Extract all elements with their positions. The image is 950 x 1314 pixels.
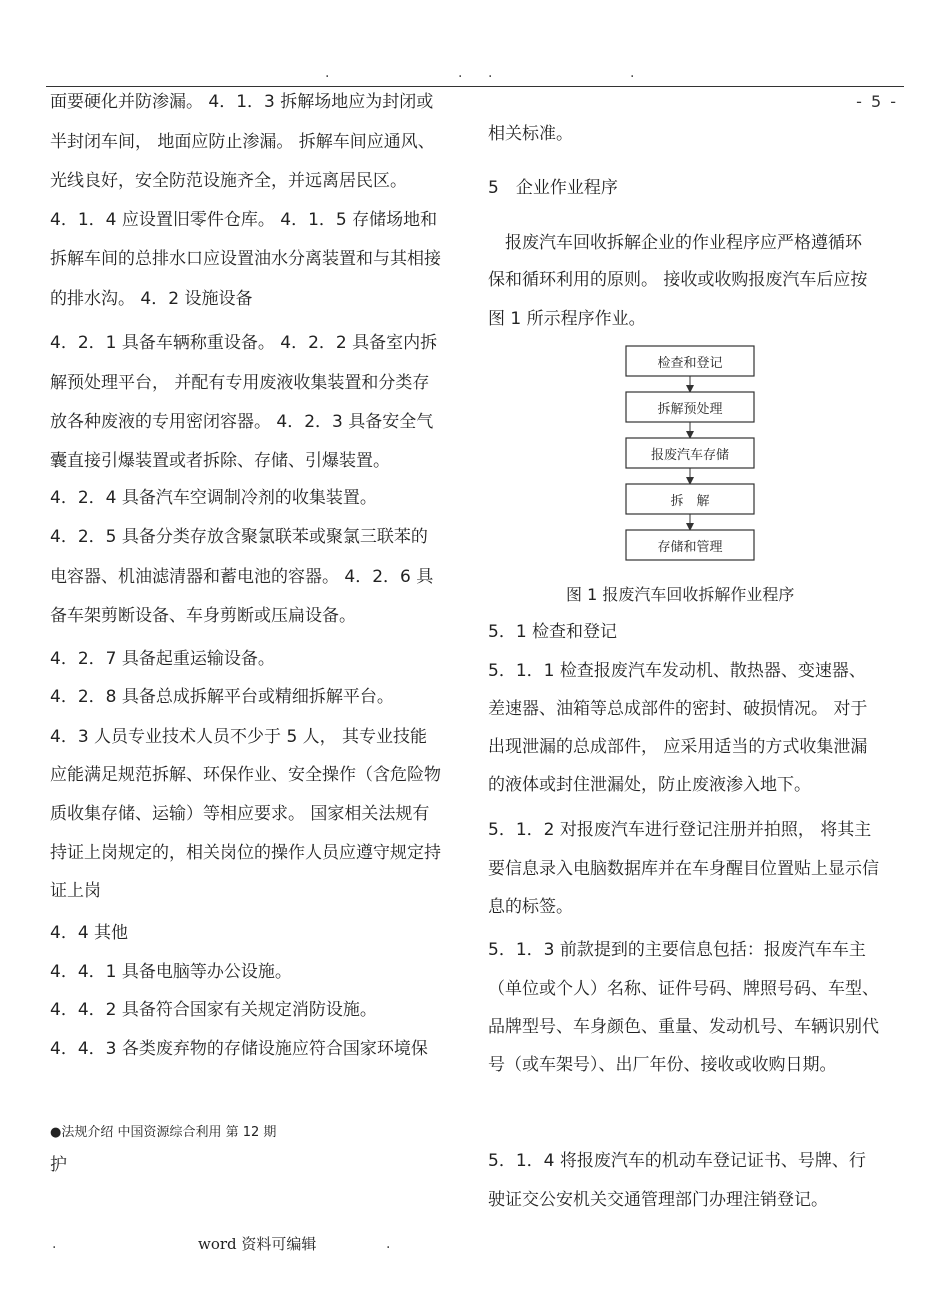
text-line: 报废汽车回收拆解企业的作业程序应严格遵循环: [488, 233, 862, 253]
flow-step: [626, 438, 754, 468]
text-line: 5．1．1 检查报废汽车发动机、散热器、变速器、: [488, 661, 866, 681]
flow-step: [626, 346, 754, 376]
header-dot: .: [630, 65, 635, 81]
process-flowchart: [620, 342, 760, 566]
flow-step-label: 拆解预处理: [657, 402, 723, 417]
text-line: 出现泄漏的总成部件， 应采用适当的方式收集泄漏: [488, 737, 868, 757]
text-line: 差速器、油箱等总成部件的密封、破损情况。 对于: [488, 699, 868, 719]
text-line: 面要硬化并防渗漏。 4．1．3 拆解场地应为封闭或: [50, 92, 434, 112]
section-heading: 5 企业作业程序: [488, 178, 618, 198]
page-number: - 5 -: [856, 92, 898, 111]
text-line: 囊直接引爆装置或者拆除、存储、引爆装置。: [50, 451, 390, 471]
text-line: 半封闭车间， 地面应防止渗漏。 拆解车间应通风、: [50, 132, 435, 152]
text-line: 光线良好，安全防范设施齐全，并远离居民区。: [50, 171, 407, 191]
text-line: 质收集存储、运输）等相应要求。 国家相关法规有: [50, 804, 430, 824]
text-line: 要信息录入电脑数据库并在车身醒目位置贴上显示信: [488, 859, 879, 879]
flow-step-label: 拆 解: [670, 494, 710, 509]
text-line: 5．1．2 对报废汽车进行登记注册并拍照， 将其主: [488, 820, 872, 840]
flow-step-label: 存储和管理: [657, 540, 723, 555]
text-line: 证上岗: [50, 881, 101, 901]
text-line: 图 1 所示程序作业。: [488, 309, 646, 329]
footer-text: word 资料可编辑: [198, 1235, 317, 1253]
text-line: 电容器、机油滤清器和蓄电池的容器。 4．2．6 具: [50, 567, 434, 587]
text-line: 4．3 人员专业技术人员不少于 5 人， 其专业技能: [50, 727, 428, 747]
text-line: 放各种废液的专用密闭容器。 4．2．3 具备安全气: [50, 412, 434, 432]
text-line: 4．4 其他: [50, 923, 129, 943]
text-line: 4．1．4 应设置旧零件仓库。 4．1．5 存储场地和: [50, 210, 438, 230]
text-line: 相关标准。: [488, 124, 573, 144]
subsection-heading: 5．1 检查和登记: [488, 622, 618, 642]
header-dot: .: [325, 65, 330, 81]
text-line: 应能满足规范拆解、环保作业、安全操作（含危险物: [50, 765, 441, 785]
flow-step: [626, 484, 754, 514]
text-line: 4．2．4 具备汽车空调制冷剂的收集装置。: [50, 488, 377, 508]
footer-dot: .: [52, 1236, 57, 1252]
text-line: 解预处理平台， 并配有专用废液收集装置和分类存: [50, 373, 430, 393]
flow-step: [626, 530, 754, 560]
text-line: 5．1．4 将报废汽车的机动车登记证书、号牌、行: [488, 1151, 866, 1171]
text-line: 的液体或封住泄漏处，防止废液渗入地下。: [488, 775, 811, 795]
text-line: 4．2．5 具备分类存放含聚氯联苯或聚氯三联苯的: [50, 527, 428, 547]
flow-step: [626, 392, 754, 422]
figure-caption: 图 1 报废汽车回收拆解作业程序: [566, 585, 795, 604]
text-line: 拆解车间的总排水口应设置油水分离装置和与其相接: [50, 249, 441, 269]
header-dot: .: [488, 65, 493, 81]
text-line: 驶证交公安机关交通管理部门办理注销登记。: [488, 1190, 828, 1210]
footer-dot: .: [386, 1236, 391, 1252]
text-line: 4．4．2 具备符合国家有关规定消防设施。: [50, 1000, 377, 1020]
text-line: 持证上岗规定的，相关岗位的操作人员应遵守规定持: [50, 843, 441, 863]
header-dot: .: [458, 65, 463, 81]
text-line: 品牌型号、车身颜色、重量、发动机号、车辆识别代: [488, 1017, 879, 1037]
text-line: 备车架剪断设备、车身剪断或压扁设备。: [50, 606, 356, 626]
text-line: 的排水沟。 4．2 设施设备: [50, 289, 253, 309]
text-line: 保和循环利用的原则。 接收或收购报废汽车后应按: [488, 270, 868, 290]
text-line: 4．2．7 具备起重运输设备。: [50, 649, 275, 669]
text-line: 4．2．1 具备车辆称重设备。 4．2．2 具备室内拆: [50, 333, 438, 353]
flow-step-label: 检查和登记: [657, 356, 723, 371]
text-line: 号（或车架号）、出厂年份、接收或收购日期。: [488, 1055, 837, 1075]
text-line: 4．4．3 各类废弃物的存储设施应符合国家环境保: [50, 1039, 428, 1059]
text-line: 息的标签。: [488, 897, 573, 917]
continuation-text: 护: [50, 1155, 67, 1175]
flow-step-label: 报废汽车存储: [650, 448, 730, 463]
text-line: 5．1．3 前款提到的主要信息包括：报废汽车车主: [488, 940, 866, 960]
text-line: （单位或个人）名称、证件号码、牌照号码、车型、: [488, 979, 879, 999]
text-line: 4．2．8 具备总成拆解平台或精细拆解平台。: [50, 687, 394, 707]
text-line: 4．4．1 具备电脑等办公设施。: [50, 962, 292, 982]
source-note: ●法规介绍 中国资源综合利用 第 12 期: [50, 1125, 277, 1140]
header-rule: [46, 86, 904, 87]
